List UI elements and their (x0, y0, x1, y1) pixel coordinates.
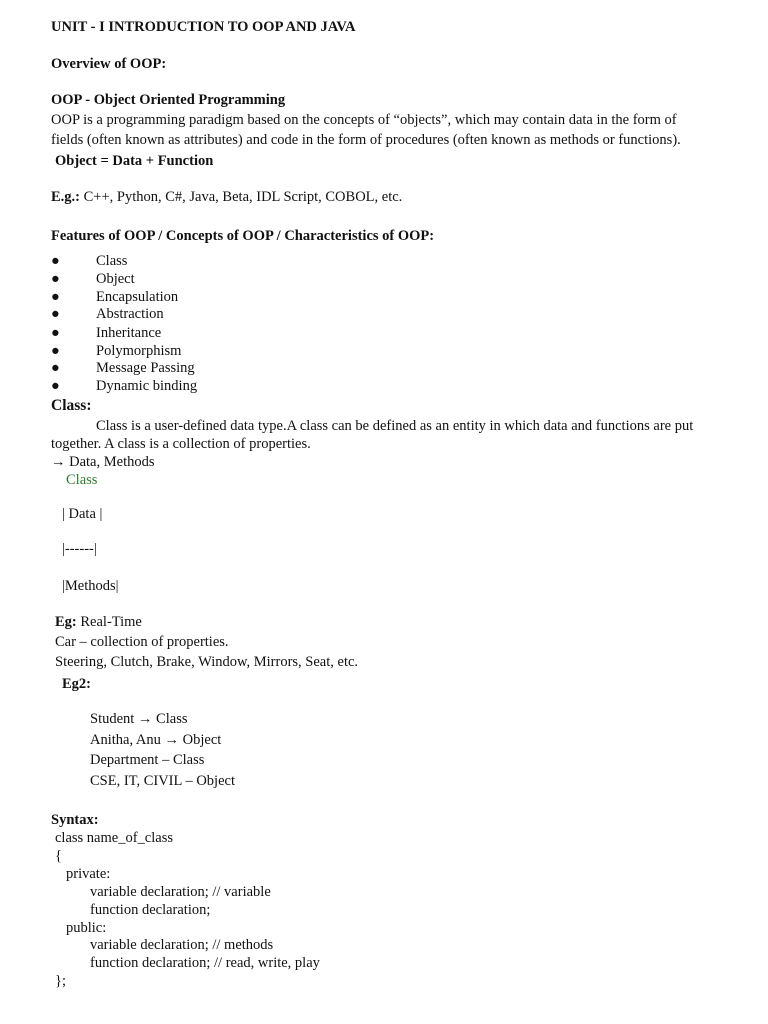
bullet-icon: ● (51, 360, 60, 376)
class-heading: Class: (51, 397, 92, 414)
bullet-icon: ● (51, 378, 60, 394)
bullet-icon: ● (51, 343, 60, 359)
bullet-icon: ● (51, 325, 60, 341)
feature-item (51, 359, 195, 377)
syntax-private-variable: variable declaration; // variable (90, 884, 271, 900)
class-diagram-data-row: | Data | (62, 506, 103, 522)
syntax-private-function: function declaration; (90, 902, 211, 918)
bullet-icon: ● (51, 306, 60, 322)
feature-label: Abstraction (96, 306, 164, 322)
feature-item (51, 377, 197, 395)
unit-title: UNIT - I INTRODUCTION TO OOP AND JAVA (51, 19, 356, 35)
feature-item (51, 324, 161, 342)
features-heading: Features of OOP / Concepts of OOP / Characteristics of OOP: (51, 228, 435, 244)
feature-label: Encapsulation (96, 289, 179, 305)
oop-description-line-2: fields (often known as attributes) and code in the form of procedures (often known as methods or functions). (51, 132, 681, 148)
example-2-item: Student → Class (90, 711, 188, 727)
realtime-example-label: Eg: (55, 614, 77, 630)
bullet-icon: ● (51, 271, 60, 287)
feature-item (51, 342, 181, 360)
object-formula: Object = Data + Function (55, 153, 214, 169)
feature-item (51, 305, 164, 323)
class-diagram-title: Class (66, 472, 98, 488)
feature-item (51, 252, 127, 270)
feature-item (51, 270, 135, 288)
syntax-open-brace: { (55, 848, 62, 864)
feature-label: Inheritance (96, 325, 162, 341)
oop-heading: OOP - Object Oriented Programming (51, 92, 286, 108)
syntax-public-function: function declaration; // read, write, play (90, 955, 320, 971)
syntax-close-brace: }; (55, 973, 66, 989)
syntax-heading: Syntax: (51, 812, 99, 828)
feature-label: Class (96, 253, 128, 269)
examples-line (51, 188, 402, 206)
class-description-line-1: Class is a user-defined data type.A class can be defined as an entity in which data and functions are put (96, 418, 694, 434)
example-2-item: CSE, IT, CIVIL – Object (90, 773, 235, 789)
class-diagram-methods-row: |Methods| (62, 578, 119, 594)
class-description-line-2: together. A class is a collection of properties. (51, 436, 311, 452)
example-2-item: Department – Class (90, 752, 205, 768)
feature-label: Message Passing (96, 360, 195, 376)
overview-heading: Overview of OOP: (51, 56, 167, 72)
car-line: Car – collection of properties. (55, 634, 229, 650)
example-2-item: Anitha, Anu → Object (90, 732, 222, 748)
class-members-arrow: → Data, Methods (51, 454, 155, 470)
realtime-example-line (55, 613, 142, 631)
examples-text: C++, Python, C#, Java, Beta, IDL Script, COBOL, etc. (80, 189, 403, 205)
syntax-class-line: class name_of_class (55, 830, 173, 846)
example-2-label: Eg2: (62, 676, 91, 692)
feature-label: Dynamic binding (96, 378, 198, 394)
feature-item (51, 288, 178, 306)
syntax-public-label: public: (66, 920, 107, 936)
oop-description-line-1: OOP is a programming paradigm based on the concepts of “objects”, which may contain data in the form of (51, 112, 677, 128)
realtime-example-text: Real-Time (76, 614, 142, 630)
bullet-icon: ● (51, 289, 60, 305)
bullet-icon: ● (51, 253, 60, 269)
syntax-public-variable: variable declaration; // methods (90, 937, 274, 953)
feature-label: Object (96, 271, 135, 287)
car-parts-line: Steering, Clutch, Brake, Window, Mirrors, Seat, etc. (55, 654, 359, 670)
examples-label: E.g.: (51, 189, 80, 205)
feature-label: Polymorphism (96, 343, 182, 359)
class-diagram-separator: |------| (62, 541, 97, 557)
syntax-private-label: private: (66, 866, 111, 882)
